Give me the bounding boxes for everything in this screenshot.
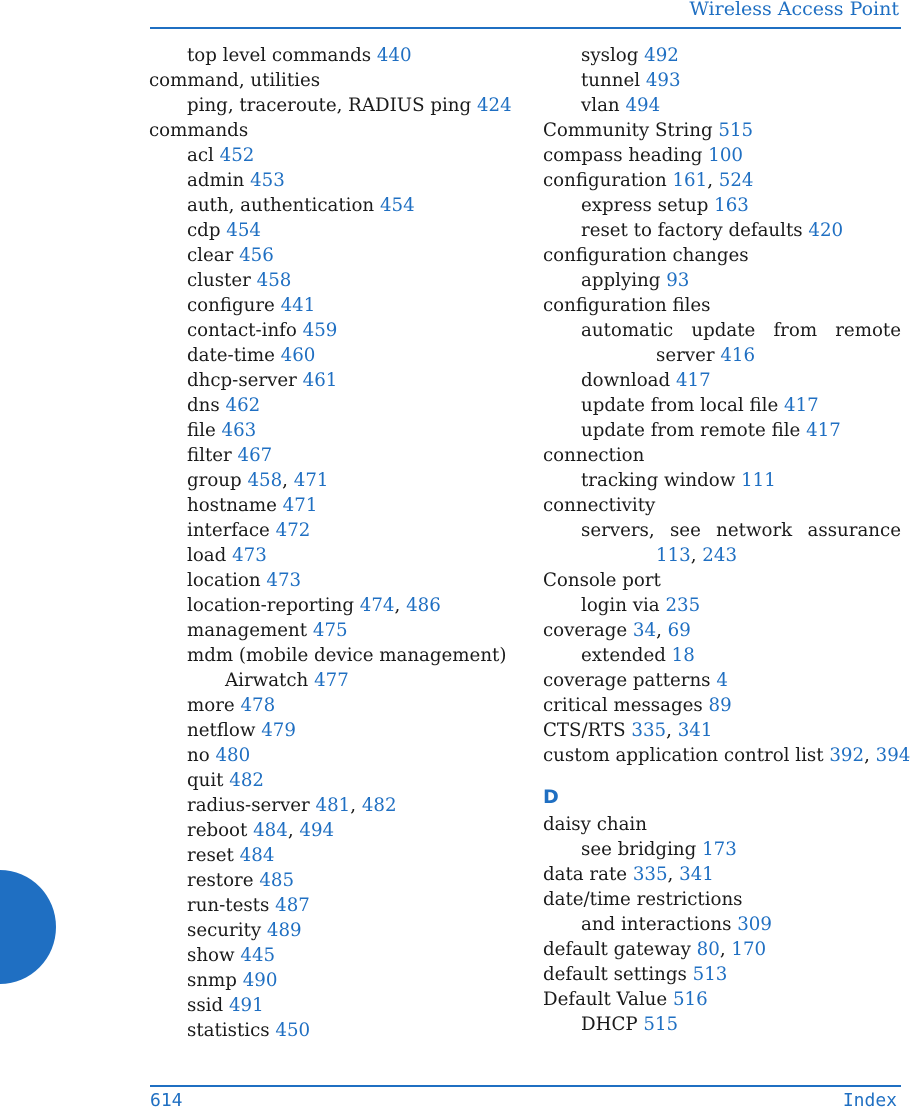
index-subsubentry <box>149 668 509 693</box>
index-term: data rate <box>543 864 628 885</box>
page-reference-link[interactable]: 491 <box>228 995 264 1016</box>
index-term-word: from <box>773 320 818 341</box>
index-term: applying <box>581 270 661 291</box>
index-subentry: group 458, 471 <box>187 470 329 491</box>
page-reference-link[interactable]: 173 <box>702 839 737 860</box>
page-reference-link[interactable]: 161 <box>672 170 708 191</box>
page-reference-link[interactable]: 335 <box>631 720 667 741</box>
index-subentry <box>149 93 512 118</box>
index-entry <box>543 568 901 593</box>
index-entry <box>149 68 509 93</box>
footer-page-number: 614 <box>150 1090 183 1111</box>
page-reference-link[interactable]: 478 <box>240 695 276 716</box>
page-reference-link[interactable]: 111 <box>741 470 776 491</box>
page-reference-link[interactable]: 450 <box>275 1020 311 1041</box>
index-term: download <box>581 370 671 391</box>
index-term: Airwatch <box>225 670 309 691</box>
index-term: update from remote file <box>581 420 801 441</box>
section-letter-d: D <box>543 786 559 808</box>
index-term: tunnel <box>581 70 641 91</box>
index-term-word: network <box>716 520 793 541</box>
index-subentry <box>149 43 509 68</box>
index-subentry <box>149 218 509 243</box>
index-subentry <box>149 143 509 168</box>
index-term: security <box>187 920 262 941</box>
index-term: date-time <box>187 345 275 366</box>
page-reference-link[interactable]: 459 <box>302 320 338 341</box>
page-reference-link[interactable]: 490 <box>242 970 278 991</box>
index-entry: custom application control list 392, 394 <box>543 745 910 766</box>
index-entry: data rate 335, 341 <box>543 864 714 885</box>
index-subentry <box>543 837 901 862</box>
index-term-word: update <box>691 320 756 341</box>
index-term: no <box>187 745 210 766</box>
page-reference-link[interactable]: 467 <box>237 445 273 466</box>
page-reference-link[interactable]: 494 <box>299 820 335 841</box>
index-term-word: server <box>656 345 715 366</box>
page-reference-link[interactable]: 481 <box>315 795 351 816</box>
index-subentry <box>149 243 509 268</box>
page-reference-link[interactable]: 89 <box>708 695 732 716</box>
index-subentry <box>149 168 509 193</box>
index-term: configuration <box>543 170 667 191</box>
page-reference-link[interactable]: 440 <box>376 45 412 66</box>
page-reference-link[interactable]: 458 <box>256 270 292 291</box>
page-reference-link[interactable]: 69 <box>667 620 691 641</box>
index-subentry <box>543 393 901 418</box>
index-subentry <box>543 43 901 68</box>
index-subentry: radius-server 481, 482 <box>187 795 397 816</box>
index-term-word: servers, <box>581 520 655 541</box>
page-reference-link[interactable]: 458 <box>247 470 283 491</box>
index-term-word: see <box>669 520 701 541</box>
page-reference-link[interactable]: 454 <box>379 195 415 216</box>
index-subentry <box>543 912 901 937</box>
index-term-word: assurance <box>807 520 901 541</box>
index-term: configuration files <box>543 295 711 316</box>
page-reference-link[interactable]: 474 <box>359 595 395 616</box>
index-term: tracking window <box>581 470 736 491</box>
index-term: command, utilities <box>149 70 321 91</box>
index-entry: CTS/RTS 335, 341 <box>543 720 713 741</box>
index-term: CTS/RTS <box>543 720 626 741</box>
index-term: default gateway <box>543 939 691 960</box>
index-term: radius-server <box>187 795 310 816</box>
page-reference-link[interactable]: 492 <box>644 45 679 66</box>
index-term: connectivity <box>543 495 656 516</box>
index-term: more <box>187 695 235 716</box>
index-term: statistics <box>187 1020 270 1041</box>
index-term: run-tests <box>187 895 270 916</box>
page-reference-link[interactable]: 18 <box>671 645 695 666</box>
page-reference-link[interactable]: 515 <box>718 120 754 141</box>
index-term: connection <box>543 445 645 466</box>
index-term: see bridging <box>581 839 697 860</box>
page-reference-link[interactable]: 472 <box>275 520 311 541</box>
index-term: interface <box>187 520 270 541</box>
page-reference-link[interactable]: 473 <box>266 570 302 591</box>
page-reference-link[interactable]: 480 <box>215 745 251 766</box>
index-subentry <box>149 268 509 293</box>
page-reference-link[interactable]: 484 <box>239 845 275 866</box>
index-entry: configuration 161, 524 <box>543 170 754 191</box>
page-reference-link[interactable]: 486 <box>406 595 441 616</box>
page-reference-link[interactable]: 482 <box>229 770 264 791</box>
page-reference-link[interactable]: 471 <box>293 470 329 491</box>
header-rule <box>150 27 901 29</box>
index-entry <box>543 668 901 693</box>
index-term: critical messages <box>543 695 703 716</box>
index-term: location-reporting <box>187 595 354 616</box>
page-reference-link[interactable]: 462 <box>225 395 261 416</box>
index-subentry <box>543 643 901 668</box>
page-reference-link[interactable]: 235 <box>665 595 701 616</box>
index-subentry <box>149 943 509 968</box>
index-subentry <box>149 1018 509 1043</box>
page-reference-link[interactable]: 489 <box>266 920 302 941</box>
index-term: contact-info <box>187 320 297 341</box>
index-subentry <box>149 493 509 518</box>
index-term: reset to factory defaults <box>581 220 803 241</box>
index-subentry <box>149 968 509 993</box>
index-subentry <box>149 193 509 218</box>
page-reference-link[interactable]: 479 <box>261 720 296 741</box>
index-subentry <box>543 518 901 543</box>
index-term: reset <box>187 845 234 866</box>
index-term: reboot <box>187 820 248 841</box>
index-subentry <box>543 268 901 293</box>
index-entry <box>543 293 901 318</box>
index-term: dhcp-server <box>187 370 297 391</box>
page-reference-link[interactable]: 441 <box>280 295 316 316</box>
index-term: and interactions <box>581 914 732 935</box>
index-term: group <box>187 470 242 491</box>
index-entry <box>543 243 901 268</box>
index-subentry <box>149 618 509 643</box>
page-reference-link[interactable]: 416 <box>720 345 756 366</box>
page-reference-link[interactable]: 394 <box>875 745 910 766</box>
index-term: commands <box>149 120 249 141</box>
page-reference-link[interactable]: 484 <box>253 820 288 841</box>
index-subentry <box>149 718 509 743</box>
index-term: top level commands <box>187 45 372 66</box>
index-term: filter <box>187 445 232 466</box>
page-reference-link[interactable]: 477 <box>314 670 349 691</box>
index-subentry <box>149 343 509 368</box>
page-reference-link[interactable]: 335 <box>632 864 668 885</box>
page-reference-link[interactable]: 487 <box>275 895 310 916</box>
index-group-d <box>543 812 901 1037</box>
index-term: Console port <box>543 570 661 591</box>
index-subentry <box>149 918 509 943</box>
index-term: extended <box>581 645 666 666</box>
index-subentry <box>149 643 509 668</box>
page-reference-link[interactable]: 34 <box>632 620 657 641</box>
index-term: ping, traceroute, RADIUS ping <box>187 95 472 116</box>
page-reference-link[interactable]: 100 <box>708 145 743 166</box>
index-term: acl <box>187 145 214 166</box>
page-reference-link[interactable]: 170 <box>731 939 767 960</box>
page-reference-link[interactable]: 473 <box>232 545 267 566</box>
index-entry <box>543 962 901 987</box>
index-subentry: reboot 484, 494 <box>187 820 335 841</box>
page-reference-link[interactable]: 513 <box>692 964 728 985</box>
index-term-word: automatic <box>581 320 674 341</box>
index-subentry <box>149 518 509 543</box>
page-reference-link[interactable]: 424 <box>476 95 512 116</box>
page-reference-link[interactable]: 453 <box>250 170 285 191</box>
index-term: netflow <box>187 720 256 741</box>
index-term: express setup <box>581 195 709 216</box>
index-entry <box>543 987 901 1012</box>
index-term: clear <box>187 245 234 266</box>
index-entry <box>543 812 901 837</box>
page-reference-link[interactable]: 475 <box>312 620 348 641</box>
index-term: auth, authentication <box>187 195 375 216</box>
page-reference-link[interactable]: 243 <box>702 545 738 566</box>
index-entry <box>543 443 901 468</box>
page-reference-link[interactable]: 445 <box>240 945 276 966</box>
index-term: update from local file <box>581 395 779 416</box>
index-term: coverage <box>543 620 628 641</box>
index-subentry <box>543 193 901 218</box>
page-reference-link[interactable]: 454 <box>226 220 261 241</box>
index-subentry <box>149 768 509 793</box>
page-reference-link[interactable]: 80 <box>696 939 720 960</box>
index-term: load <box>187 545 227 566</box>
page-reference-link[interactable]: 463 <box>221 420 257 441</box>
index-term: hostname <box>187 495 277 516</box>
index-term: snmp <box>187 970 237 991</box>
page-reference-link[interactable]: 482 <box>361 795 397 816</box>
page-reference-link[interactable]: 417 <box>675 370 711 391</box>
index-subentry <box>149 893 509 918</box>
page-reference-link[interactable]: 341 <box>677 720 713 741</box>
index-term: DHCP <box>581 1014 638 1035</box>
index-subentry <box>149 318 509 343</box>
index-term: configure <box>187 295 275 316</box>
index-term: location <box>187 570 261 591</box>
index-term: management <box>187 620 308 641</box>
index-entry <box>149 118 509 143</box>
index-term: default settings <box>543 964 687 985</box>
index-term: quit <box>187 770 224 791</box>
page-reference-link[interactable]: 524 <box>718 170 754 191</box>
index-term: coverage patterns <box>543 670 711 691</box>
index-entry: default gateway 80, 170 <box>543 939 767 960</box>
page-reference-link[interactable]: 420 <box>808 220 844 241</box>
index-subentry <box>543 318 901 343</box>
page-reference-link[interactable]: 456 <box>239 245 274 266</box>
index-subentry <box>149 418 509 443</box>
index-term: cdp <box>187 220 221 241</box>
page-reference-link[interactable]: 93 <box>666 270 690 291</box>
index-subentry <box>149 443 509 468</box>
index-subentry <box>543 93 901 118</box>
page-reference-link[interactable]: 4 <box>716 670 728 691</box>
running-header-title: Wireless Access Point <box>689 0 899 20</box>
page-reference-link[interactable]: 452 <box>219 145 255 166</box>
index-term: syslog <box>581 45 639 66</box>
index-subentry-continuation: 113, 243 <box>656 545 738 566</box>
page-reference-link[interactable]: 515 <box>643 1014 679 1035</box>
index-term: mdm (mobile device management) <box>187 645 507 666</box>
index-subentry <box>543 468 901 493</box>
page-reference-link[interactable]: 494 <box>625 95 661 116</box>
footer-section-name: Index <box>842 1090 897 1111</box>
index-term: login via <box>581 595 660 616</box>
page-reference-link[interactable]: 461 <box>302 370 338 391</box>
index-term: file <box>187 420 216 441</box>
index-column-left <box>149 43 512 1043</box>
page-reference-link[interactable]: 113 <box>656 545 691 566</box>
index-subentry <box>543 218 901 243</box>
index-subentry <box>149 568 509 593</box>
index-term: Default Value <box>543 989 668 1010</box>
index-subentry <box>149 993 509 1018</box>
index-subentry <box>543 368 901 393</box>
index-subentry <box>543 418 901 443</box>
index-term: restore <box>187 870 254 891</box>
index-subentry <box>149 368 509 393</box>
index-entry: coverage 34, 69 <box>543 620 691 641</box>
index-term: daisy chain <box>543 814 647 835</box>
index-term-word: remote <box>835 320 901 341</box>
index-entry <box>543 118 901 143</box>
index-term: ssid <box>187 995 224 1016</box>
index-entry <box>543 143 901 168</box>
section-tab-marker <box>0 870 56 984</box>
index-group-c-continued <box>543 43 910 768</box>
page-reference-link[interactable]: 341 <box>679 864 714 885</box>
index-term: Community String <box>543 120 713 141</box>
index-term: admin <box>187 170 245 191</box>
index-term: dns <box>187 395 220 416</box>
footer-rule <box>150 1085 901 1087</box>
page-reference-link[interactable]: 493 <box>645 70 681 91</box>
page-reference-link[interactable]: 471 <box>282 495 318 516</box>
page-reference-link[interactable]: 417 <box>806 420 841 441</box>
index-subentry-continuation <box>543 343 901 368</box>
page-reference-link[interactable]: 417 <box>784 395 819 416</box>
page-reference-link[interactable]: 485 <box>259 870 295 891</box>
page-reference-link[interactable]: 460 <box>280 345 316 366</box>
index-entry <box>543 693 901 718</box>
index-term: configuration changes <box>543 245 749 266</box>
index-entry <box>543 493 901 518</box>
index-subentry <box>149 743 509 768</box>
index-subentry <box>149 543 509 568</box>
index-subentry <box>543 593 901 618</box>
index-subentry <box>149 868 509 893</box>
page-reference-link[interactable]: 516 <box>672 989 708 1010</box>
page-reference-link[interactable]: 309 <box>737 914 772 935</box>
index-term: show <box>187 945 235 966</box>
index-term: date/time restrictions <box>543 889 743 910</box>
index-subentry <box>543 1012 901 1037</box>
page-reference-link[interactable]: 392 <box>829 745 865 766</box>
index-term: cluster <box>187 270 251 291</box>
index-column-right <box>543 43 910 1037</box>
index-subentry <box>149 393 509 418</box>
page-reference-link[interactable]: 163 <box>714 195 749 216</box>
index-subentry <box>149 693 509 718</box>
index-entry <box>543 887 901 912</box>
index-term: compass heading <box>543 145 703 166</box>
index-subentry: location-reporting 474, 486 <box>187 595 441 616</box>
index-subentry <box>149 843 509 868</box>
index-term: vlan <box>581 95 620 116</box>
index-subentry <box>149 293 509 318</box>
index-subentry <box>543 68 901 93</box>
index-term: custom application control list <box>543 745 824 766</box>
